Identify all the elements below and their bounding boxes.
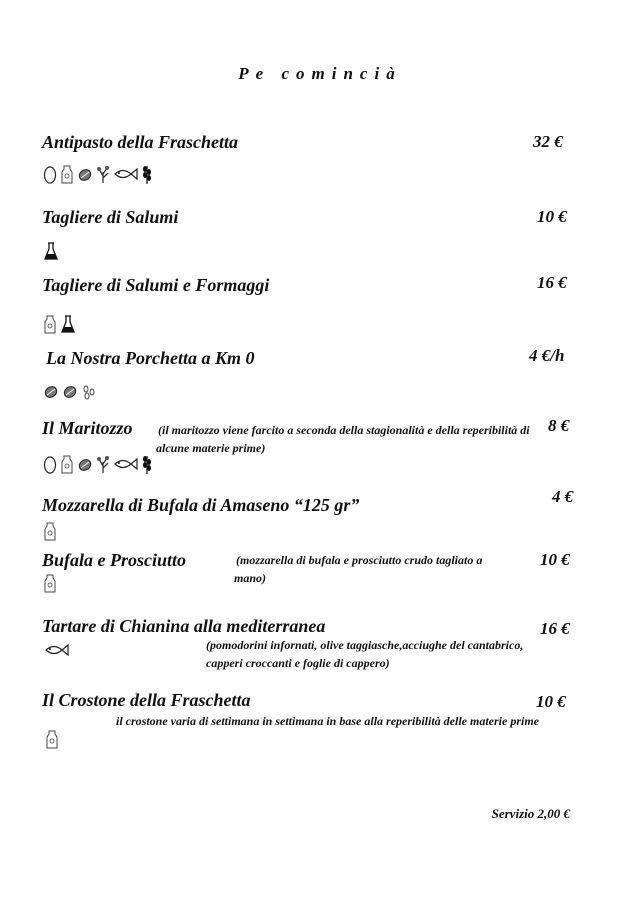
dish-name: Tagliere di Salumi (42, 207, 179, 227)
dish-note: il crostone varia di settimana in settimana in base alla reperibilità delle materie prime (116, 714, 539, 728)
celery-icon (96, 454, 110, 474)
allergen-icons (43, 163, 152, 185)
fish-icon (113, 457, 139, 471)
allergen-icons (43, 520, 57, 542)
dish-name: Tagliere di Salumi e Formaggi (42, 275, 270, 295)
celery-icon (96, 164, 110, 184)
dish-note: (il maritozzo viene farcito a seconda della stagionalità e della reperibilità di alcune materie prime) (156, 423, 530, 455)
milk-icon (60, 454, 74, 474)
milk-icon (45, 729, 59, 749)
dish-price: 32 € (533, 132, 563, 151)
dish-note: (mozzarella di bufala e prosciutto crudo tagliato a mano) (234, 553, 483, 585)
allergen-icons (43, 380, 97, 402)
milk-icon (43, 573, 57, 593)
dish-name: Antipasto della Fraschetta (42, 132, 239, 152)
wheat-icon (142, 453, 152, 475)
flask-icon (43, 241, 59, 261)
nut-icon (77, 454, 93, 474)
dish-price: 4 € (552, 487, 574, 506)
allergen-icons (45, 728, 59, 750)
dish-price: 16 € (540, 619, 570, 638)
milk-icon (43, 314, 57, 334)
nut-icon (77, 164, 93, 184)
service-charge: Servizio 2,00 € (491, 806, 570, 821)
dish-price: 10 € (536, 692, 566, 711)
wheat-icon (142, 163, 152, 185)
allergen-icons (43, 313, 76, 335)
nut-icon (43, 381, 59, 401)
nut-icon (62, 381, 78, 401)
dish-name: Mozzarella di Bufala di Amaseno “125 gr” (42, 495, 360, 515)
dish-note: (pomodorini infornati, olive taggiasche,acciughe del cantabrico, capperi croccanti e foglie di cappero) (206, 638, 524, 670)
dish-price: 16 € (537, 273, 567, 292)
dish-name: Bufala e Prosciutto (42, 550, 187, 570)
dish-price: 10 € (537, 207, 567, 226)
dish-price: 4 €/h (529, 346, 565, 365)
dish-name: Il Crostone della Fraschetta (42, 690, 251, 710)
page-title: Pe comincià (238, 64, 402, 83)
allergen-icons (43, 572, 57, 594)
egg-icon (43, 164, 57, 184)
egg-icon (43, 454, 57, 474)
fish-icon (113, 167, 139, 181)
flask-icon (60, 314, 76, 334)
dish-price: 10 € (540, 550, 570, 569)
milk-icon (60, 164, 74, 184)
milk-icon (43, 521, 57, 541)
allergen-icons (43, 639, 71, 661)
dish-name: Il Maritozzo (42, 418, 133, 438)
dish-name: Tartare di Chianina alla mediterranea (42, 616, 326, 636)
allergen-icons (43, 453, 152, 475)
dish-price: 8 € (548, 416, 570, 435)
fish-icon (43, 643, 71, 657)
dish-name: La Nostra Porchetta a Km 0 (46, 348, 255, 368)
sesame-icon (81, 381, 97, 401)
allergen-icons (43, 240, 59, 262)
